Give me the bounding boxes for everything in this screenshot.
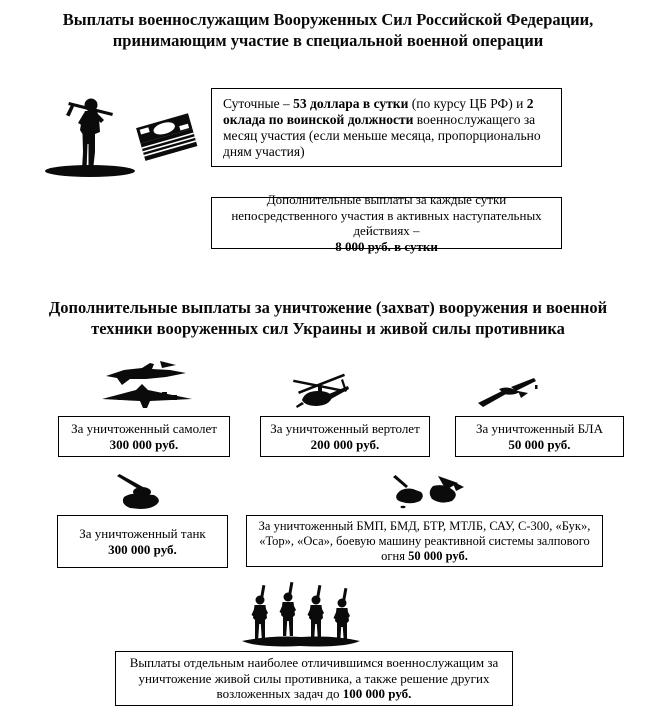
uav-payment-amount: 50 000 руб. <box>508 437 571 452</box>
helicopter-payment-amount: 200 000 руб. <box>310 437 380 452</box>
destroy-section-heading: Дополнительные выплаты за уничтожение (захват) вооружения и военной техники вооруженных сил Украины и живой силы противника <box>48 298 608 338</box>
soldiers-group-icon <box>236 582 366 650</box>
tank-payment-label: За уничтоженный танк <box>79 525 206 541</box>
tank-payment-amount: 300 000 руб. <box>108 542 177 557</box>
daily-allowance-box: Суточные – 53 доллара в сутки (по курсу ЦБ РФ) и 2 оклада по воинской должности военнослужащего за месяц участия (если меньше месяца, пропорционально дням участия) <box>211 88 562 167</box>
artillery-icon <box>386 474 466 510</box>
vehicles-payment-box: За уничтоженный БМП, БМД, БТР, МТЛБ, САУ, С-300, «Бук», «Тор», «Оса», боевую машину реактивной системы залпового огня 50 000 руб. <box>246 515 603 567</box>
money-stack-icon <box>134 106 200 170</box>
plane-payment-label: За уничтоженный самолет <box>71 420 217 436</box>
uav-payment-box <box>455 416 624 457</box>
fighter-jets-icon <box>100 360 194 410</box>
uav-payment-label: За уничтоженный БЛА <box>476 420 603 436</box>
uav-icon <box>478 376 538 408</box>
plane-payment-amount: 300 000 руб. <box>109 437 179 452</box>
helicopter-payment-box <box>260 416 430 457</box>
plane-payment-box <box>58 416 230 457</box>
tank-payment-box <box>57 515 228 568</box>
soldier-icon <box>44 92 136 178</box>
helicopter-icon <box>293 371 349 413</box>
helicopter-payment-label: За уничтоженный вертолет <box>270 420 420 436</box>
assault-bonus-box: Дополнительные выплаты за каждые сутки непосредственного участия в активных наступательных действиях – 8 000 руб. в сутки <box>211 197 562 249</box>
page-title: Выплаты военнослужащим Вооруженных Сил Российской Федерации, принимающим участие в специальной военной операции <box>62 10 594 50</box>
merit-payment-box: Выплаты отдельным наиболее отличившимся военнослужащим за уничтожение живой силы противника, а также решение других возложенных задач до 100 000 руб. <box>115 651 513 706</box>
tank-icon <box>114 474 162 512</box>
